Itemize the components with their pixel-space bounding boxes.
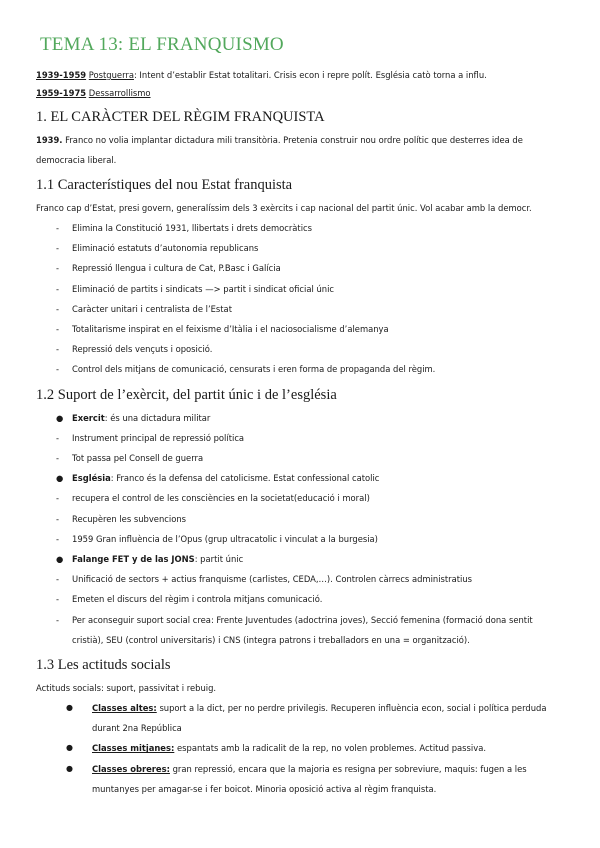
list-item: - Tot passa pel Consell de guerra <box>56 453 204 464</box>
list-item: ● Falange FET y de las JONS: partit únic <box>56 554 244 565</box>
section-heading-1-2: 1.2 Suport de l’exèrcit, del partit únic i de l’església <box>36 386 337 403</box>
year-label: 1939. <box>36 135 63 145</box>
list-item: - Instrument principal de repressió política <box>56 432 245 443</box>
period-text: : Intent d’establir Estat totalitari. Crisis econ i repre polít. Església catò torna a influ. <box>133 70 487 80</box>
list-item: - Repressió dels vençuts i oposició. <box>56 344 213 355</box>
section-1-3-intro: Actituds socials: suport, passivitat i rebuig. <box>36 683 217 694</box>
list-item: - Recupèren les subvencions <box>56 513 186 524</box>
section-1-paragraph <box>36 130 572 170</box>
list-item-continuation: cristià), SEU (control universitaris) i CNS (integra patrons i treballadors en una = organització). <box>72 634 470 645</box>
list-item: - Unificació de sectors + actius franquisme (carlistes, CEDA,…). Controlen càrrecs administratius <box>56 574 473 585</box>
characteristics-list <box>36 218 572 380</box>
section-1-1-intro: Franco cap d’Estat, presi govern, generalíssim dels 3 exèrcits i cap nacional del partit únic. Vol acabar amb la democr. <box>36 203 532 213</box>
period-range: 1959-1975 <box>36 88 87 98</box>
list-item: ● Classes obreres: gran repressió, encara que la majoria es resigna per sobreviure, maquis: fugen a les muntanyes per amagar-se i fer boicot. Minoria oposició activa al règim franquista. <box>66 763 527 794</box>
list-item: - Control dels mitjans de comunicació, censurats i eren forma de propaganda del règim. <box>56 364 436 375</box>
list-item: - Repressió llengua i cultura de Cat, P.Basc i Galícia <box>56 263 281 274</box>
list-item: - Eliminació estatuts d’autonomia republicans <box>56 243 259 254</box>
period-label: Dessarrollismo <box>88 88 151 98</box>
list-item: ● Classes mitjanes: espantats amb la radicalit de la rep, no volen problemes. Actitud passiva. <box>66 743 486 754</box>
section-heading-1: 1. EL CARÀCTER DEL RÈGIM FRANQUISTA <box>36 109 325 125</box>
section-heading-1-3: 1.3 Les actituds socials <box>36 657 171 674</box>
social-classes-list <box>56 698 572 799</box>
list-item: - recupera el control de les consciències en la societat(educació i moral) <box>56 493 370 504</box>
section-heading-1-1: 1.1 Característiques del nou Estat franquista <box>36 177 293 193</box>
list-item: - Per aconseguir suport social crea: Frente Juventudes (adoctrina joves), Secció femenina (formació dona sentit <box>56 614 533 625</box>
support-list <box>36 408 572 650</box>
paragraph-text: democracia liberal. <box>36 155 117 165</box>
period-label: Postguerra <box>88 70 134 80</box>
period-line <box>36 66 572 84</box>
list-item: - Elimina la Constitució 1931, llibertats i drets democràtics <box>56 223 313 233</box>
list-item: - 1959 Gran influència de l’Opus (grup ultracatolic i vinculat a la burgesia) <box>56 533 378 544</box>
period-line <box>36 84 572 102</box>
list-item: - Emeten el discurs del règim i controla mitjans comunicació. <box>56 594 323 605</box>
document-page <box>36 34 572 799</box>
paragraph-text: Franco no volia implantar dictadura mili transitòria. Pretenia construir nou ordre polític que desterres idea de <box>62 135 523 145</box>
list-item: - Eliminació de partits i sindicats —> partit i sindicat oficial únic <box>56 283 335 294</box>
list-item: ● Església: Franco és la defensa del catolicisme. Estat confessional catolic <box>56 473 380 484</box>
list-item: - Caràcter unitari i centralista de l’Estat <box>56 303 232 314</box>
page-title: TEMA 13: EL FRANQUISMO <box>40 34 284 55</box>
period-range: 1939-1959 <box>36 70 87 80</box>
list-item: ● Classes altes: suport a la dict, per no perdre privilegis. Recuperen influència econ, social i política perduda durant 2na República <box>66 703 547 734</box>
list-item: - Totalitarisme inspirat en el feixisme d’Itàlia i el naciosocialisme d’alemanya <box>56 324 389 335</box>
list-item: ● Exercit: és una dictadura militar <box>56 412 211 423</box>
